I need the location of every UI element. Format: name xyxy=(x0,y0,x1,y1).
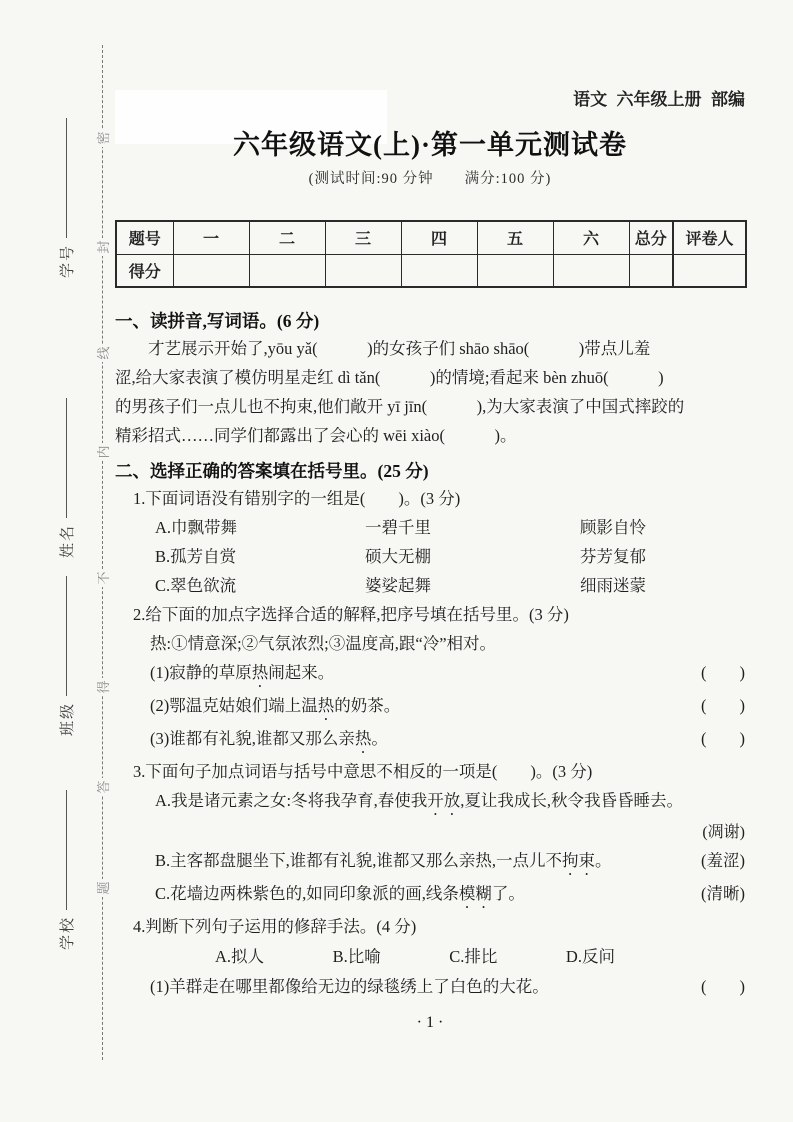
student-school-field xyxy=(55,790,77,950)
score-blank-cell xyxy=(477,254,553,287)
choice-label: B.比喻 xyxy=(332,947,381,966)
student-school-label: 学校 xyxy=(59,915,76,950)
option-word: 细雨迷蒙 xyxy=(580,576,646,595)
score-table-header-cell: 四 xyxy=(401,221,477,254)
student-id-label: 学号 xyxy=(59,243,76,278)
student-class-field xyxy=(55,576,77,736)
student-name-label: 姓名 xyxy=(59,523,76,558)
question-4-stem: 4.判断下列句子运用的修辞手法。(4 分) xyxy=(133,917,417,936)
answer-bracket: ( ) xyxy=(701,696,745,715)
option-word: 芬芳复郁 xyxy=(580,547,646,566)
seal-dashed-line xyxy=(102,45,103,1060)
score-table-grader-cell: 评卷人 xyxy=(673,221,746,254)
score-table-header-cell: 二 xyxy=(249,221,325,254)
student-id-blank-line xyxy=(66,118,67,238)
score-table-header-cell: 总分 xyxy=(629,221,673,254)
score-table-header-cell: 三 xyxy=(325,221,401,254)
emphasized-word: 开放 xyxy=(427,791,461,810)
pinyin-paragraph-line: 才艺展示开始了,yōu yǎ( )的女孩子们 shāo shāo( )带点儿羞 xyxy=(148,339,651,358)
seal-char: 不 xyxy=(95,569,113,587)
choice-label: A.拟人 xyxy=(215,947,265,966)
score-row-label: 得分 xyxy=(116,254,173,287)
seal-char: 线 xyxy=(95,344,113,362)
score-table-header-cell: 六 xyxy=(553,221,629,254)
question-2-item-3 xyxy=(115,724,745,757)
question-3-stem: 3.下面句子加点词语与括号中意思不相反的一项是( )。(3 分) xyxy=(133,762,593,781)
sentence: B.主客都盘腿坐下,谁都有礼貌,谁都又那么亲热,一点儿不拘束。 xyxy=(155,851,612,870)
student-name-field xyxy=(55,398,77,558)
sentence: (2)鄂温克姑娘们端上温热的奶茶。 xyxy=(150,696,401,715)
question-4-item-1 xyxy=(115,972,745,1001)
score-table-header-cell: 一 xyxy=(173,221,249,254)
question-1-option-row-b xyxy=(115,542,745,571)
sentence: (1)羊群走在哪里都像给无边的绿毯绣上了白色的大花。 xyxy=(150,977,549,996)
option-word: C.翠色欲流 xyxy=(155,576,237,595)
sentence: (3)谁都有礼貌,谁都又那么亲热。 xyxy=(150,729,388,748)
emphasized-char: 热 xyxy=(251,663,269,682)
question-3-option-b xyxy=(115,846,745,879)
section-1-heading: 一、读拼音,写词语。(6 分) xyxy=(115,311,320,331)
score-blank-cell xyxy=(173,254,249,287)
page-number: · 1 · xyxy=(416,1014,444,1031)
paper-content xyxy=(115,0,745,1033)
question-3-option-c xyxy=(115,879,745,912)
seal-char: 题 xyxy=(95,879,113,897)
option-word: A.巾飘带舞 xyxy=(155,518,238,537)
question-4-choices xyxy=(215,941,615,972)
question-3-option-b-hint: (羞涩) xyxy=(701,851,745,870)
score-table-header-cell: 五 xyxy=(477,221,553,254)
question-1-stem: 1.下面词语没有错别字的一组是( )。(3 分) xyxy=(133,489,461,508)
paper-subtitle: (测试时间:90 分钟 满分:100 分) xyxy=(308,171,552,187)
score-blank-cell xyxy=(629,254,673,287)
edition-header: 语文 六年级上册 部编 xyxy=(573,90,745,109)
seal-char: 内 xyxy=(95,443,113,461)
choice-label: C.排比 xyxy=(449,947,498,966)
question-3-option-c-hint: (清晰) xyxy=(701,884,745,903)
option-word: 顾影自怜 xyxy=(580,518,646,537)
answer-bracket: ( ) xyxy=(701,729,745,748)
option-word: 婆娑起舞 xyxy=(365,576,431,595)
question-2-stem: 2.给下面的加点字选择合适的解释,把序号填在括号里。(3 分) xyxy=(133,605,569,624)
student-name-blank-line xyxy=(66,398,67,518)
option-word: 一碧千里 xyxy=(365,518,431,537)
question-3-option-a-hint: (凋谢) xyxy=(702,824,745,841)
emphasized-word: 拘束 xyxy=(562,851,596,870)
option-word: B.孤芳自赏 xyxy=(155,547,237,566)
seal-char: 得 xyxy=(95,678,113,696)
emphasized-char: 热 xyxy=(354,729,372,748)
seal-char: 封 xyxy=(95,238,113,256)
student-class-label: 班级 xyxy=(59,701,76,736)
seal-char: 答 xyxy=(95,778,113,796)
paper-title: 六年级语文(上)·第一单元测试卷 xyxy=(233,130,627,160)
score-blank-cell xyxy=(401,254,477,287)
pinyin-paragraph-line: 的男孩子们一点儿也不拘束,他们敞开 yī jīn( ),为大家表演了中国式摔跤的 xyxy=(115,397,685,416)
question-2-item-2 xyxy=(115,691,745,724)
question-3-option-a: A.我是诸元素之女:冬将我孕育,春使我开放,夏让我成长,秋令我昏昏睡去。 xyxy=(155,791,683,810)
score-table xyxy=(115,220,747,288)
emphasized-char: 热 xyxy=(317,696,335,715)
answer-bracket: ( ) xyxy=(701,977,745,996)
student-id-field xyxy=(55,118,77,278)
score-blank-cell xyxy=(553,254,629,287)
question-2-definitions: 热:①情意深;②气氛浓烈;③温度高,跟“冷”相对。 xyxy=(150,634,497,653)
section-2-heading: 二、选择正确的答案填在括号里。(25 分) xyxy=(115,461,429,481)
emphasized-word: 模糊 xyxy=(458,884,492,903)
grader-blank-cell xyxy=(673,254,746,287)
question-1-option-row-a xyxy=(115,513,745,542)
choice-label: D.反问 xyxy=(565,947,615,966)
student-class-blank-line xyxy=(66,576,67,696)
score-table-header-row xyxy=(116,221,746,254)
score-table-score-row xyxy=(116,254,746,287)
option-word: 硕大无棚 xyxy=(365,547,431,566)
answer-bracket: ( ) xyxy=(701,663,745,682)
score-blank-cell xyxy=(249,254,325,287)
pinyin-paragraph-line: 涩,给大家表演了模仿明星走红 dì tǎn( )的情境;看起来 bèn zhuō( ) xyxy=(115,368,664,387)
student-school-blank-line xyxy=(66,790,67,910)
seal-char: 密 xyxy=(95,129,113,147)
question-2-item-1 xyxy=(115,658,745,691)
pinyin-paragraph-line: 精彩招式……同学们都露出了会心的 wēi xiào( )。 xyxy=(115,426,517,445)
sentence: (1)寂静的草原热闹起来。 xyxy=(150,663,335,682)
score-table-header-cell: 题号 xyxy=(116,221,173,254)
question-1-option-row-c xyxy=(115,571,745,600)
score-blank-cell xyxy=(325,254,401,287)
sentence: C.花墙边两株紫色的,如同印象派的画,线条模糊了。 xyxy=(155,884,525,903)
